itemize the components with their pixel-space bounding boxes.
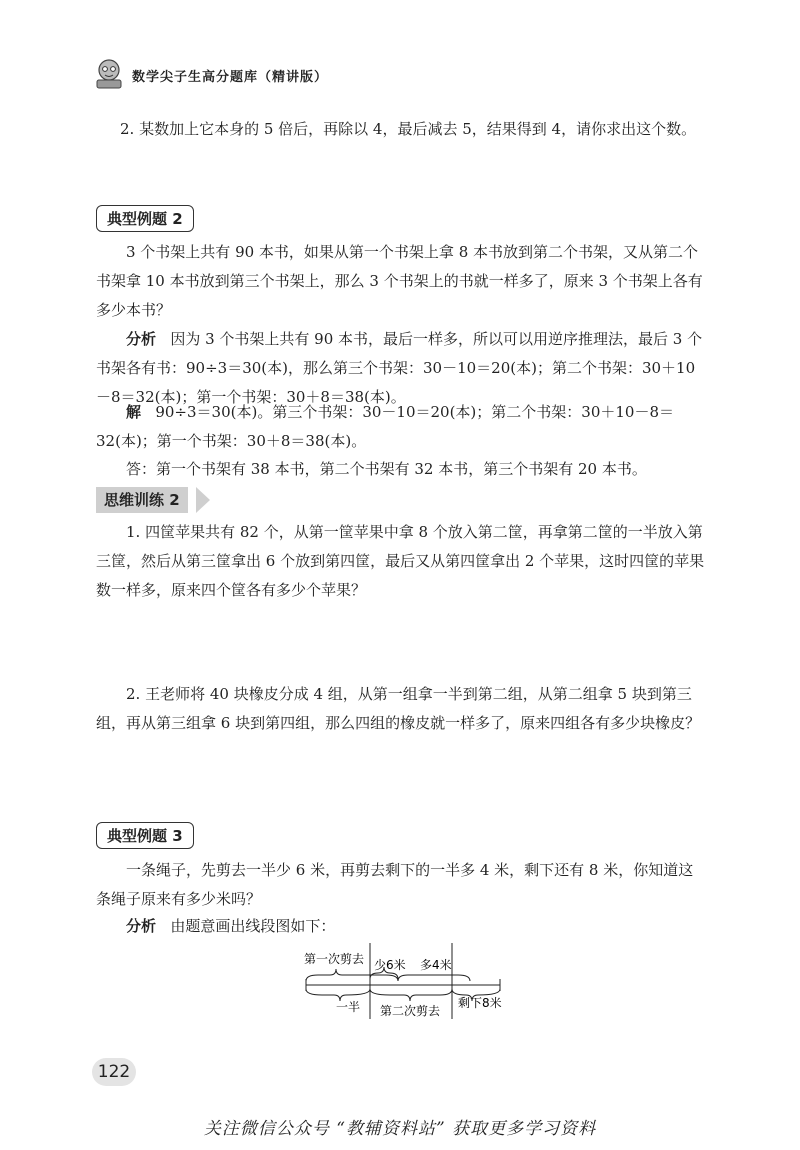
line-segment-diagram — [298, 935, 518, 1025]
solution-label: 解 — [126, 403, 142, 421]
intro-question-2: 2. 某数加上它本身的 5 倍后，再除以 4，最后减去 5，结果得到 4，请你求出这个数。 — [120, 120, 697, 138]
solution-text: 90÷3＝30(本)。第三个书架：30－10＝20(本)；第二个书架：30＋10－8＝32(本)；第一个书架：30＋8＝38(本)。 — [96, 403, 675, 450]
example2-answer: 答：第一个书架有 38 本书，第二个书架有 32 本书，第三个书架有 20 本书。 — [126, 460, 647, 478]
example2-solution — [96, 398, 706, 456]
example3-problem: 一条绳子，先剪去一半少 6 米，再剪去剩下的一半多 4 米，剩下还有 8 米，你知道这条绳子原来有多少米吗？ — [96, 861, 694, 908]
mascot-logo-icon — [92, 56, 126, 90]
footer-text: 关注微信公众号 “教辅资料站” 获取更多学习资料 — [203, 1119, 597, 1139]
label-more4: 多4米 — [420, 958, 452, 972]
label-remain: 剩下8米 — [458, 996, 502, 1010]
brace-second-cut — [370, 989, 452, 1001]
label-second-cut: 第二次剪去 — [380, 1004, 441, 1018]
brace-more4-top — [398, 975, 470, 981]
example3-heading: 典型例题 3 — [96, 822, 194, 849]
header-title: 数学尖子生高分题库（精讲版） — [132, 70, 329, 85]
example3-analysis-text: 由题意画出线段图如下： — [170, 917, 336, 935]
example2-heading: 典型例题 2 — [96, 205, 194, 232]
training2-question-1: 1. 四筐苹果共有 82 个，从第一筐苹果中拿 8 个放入第二筐，再拿第二筐的一半放入第三筐，然后从第三筐拿出 6 个放到第四筐，最后又从第四筐拿出 2 个苹果，这时四筐的苹果数一样多，原来四个筐各有多少个苹果？ — [96, 523, 705, 599]
training2-question-2: 2. 王老师将 40 块橡皮分成 4 组，从第一组拿一半到第二组，从第二组拿 5 块到第三组，再从第三组拿 6 块到第四组，那么四组的橡皮就一样多了，原来四组各有多少块橡皮？ — [96, 685, 701, 732]
label-half: 一半 — [336, 1000, 361, 1014]
page-number: 122 — [92, 1058, 136, 1086]
training2-heading: 思维训练 2 — [96, 487, 188, 513]
training2-arrow-icon — [196, 487, 210, 513]
example3-analysis-label: 分析 — [126, 917, 157, 935]
analysis-text: 因为 3 个书架上共有 90 本书，最后一样多，所以可以用逆序推理法，最后 3 个书架各有书：90÷3＝30(本)，那么第三个书架：30－10＝20(本)；第二个书架：30＋10－8＝32(本)；第一个书架：30＋8＝38(本)。 — [96, 330, 703, 406]
example2-problem: 3 个书架上共有 90 本书，如果从第一个书架上拿 8 本书放到第二个书架，又从第二个书架拿 10 本书放到第三个书架上，那么 3 个书架上的书就一样多了，原来 3 个书架上各有多少本书？ — [96, 243, 703, 319]
label-less6: 少6米 — [374, 958, 406, 972]
label-first-cut: 第一次剪去 — [304, 952, 365, 966]
analysis-label: 分析 — [126, 330, 157, 348]
